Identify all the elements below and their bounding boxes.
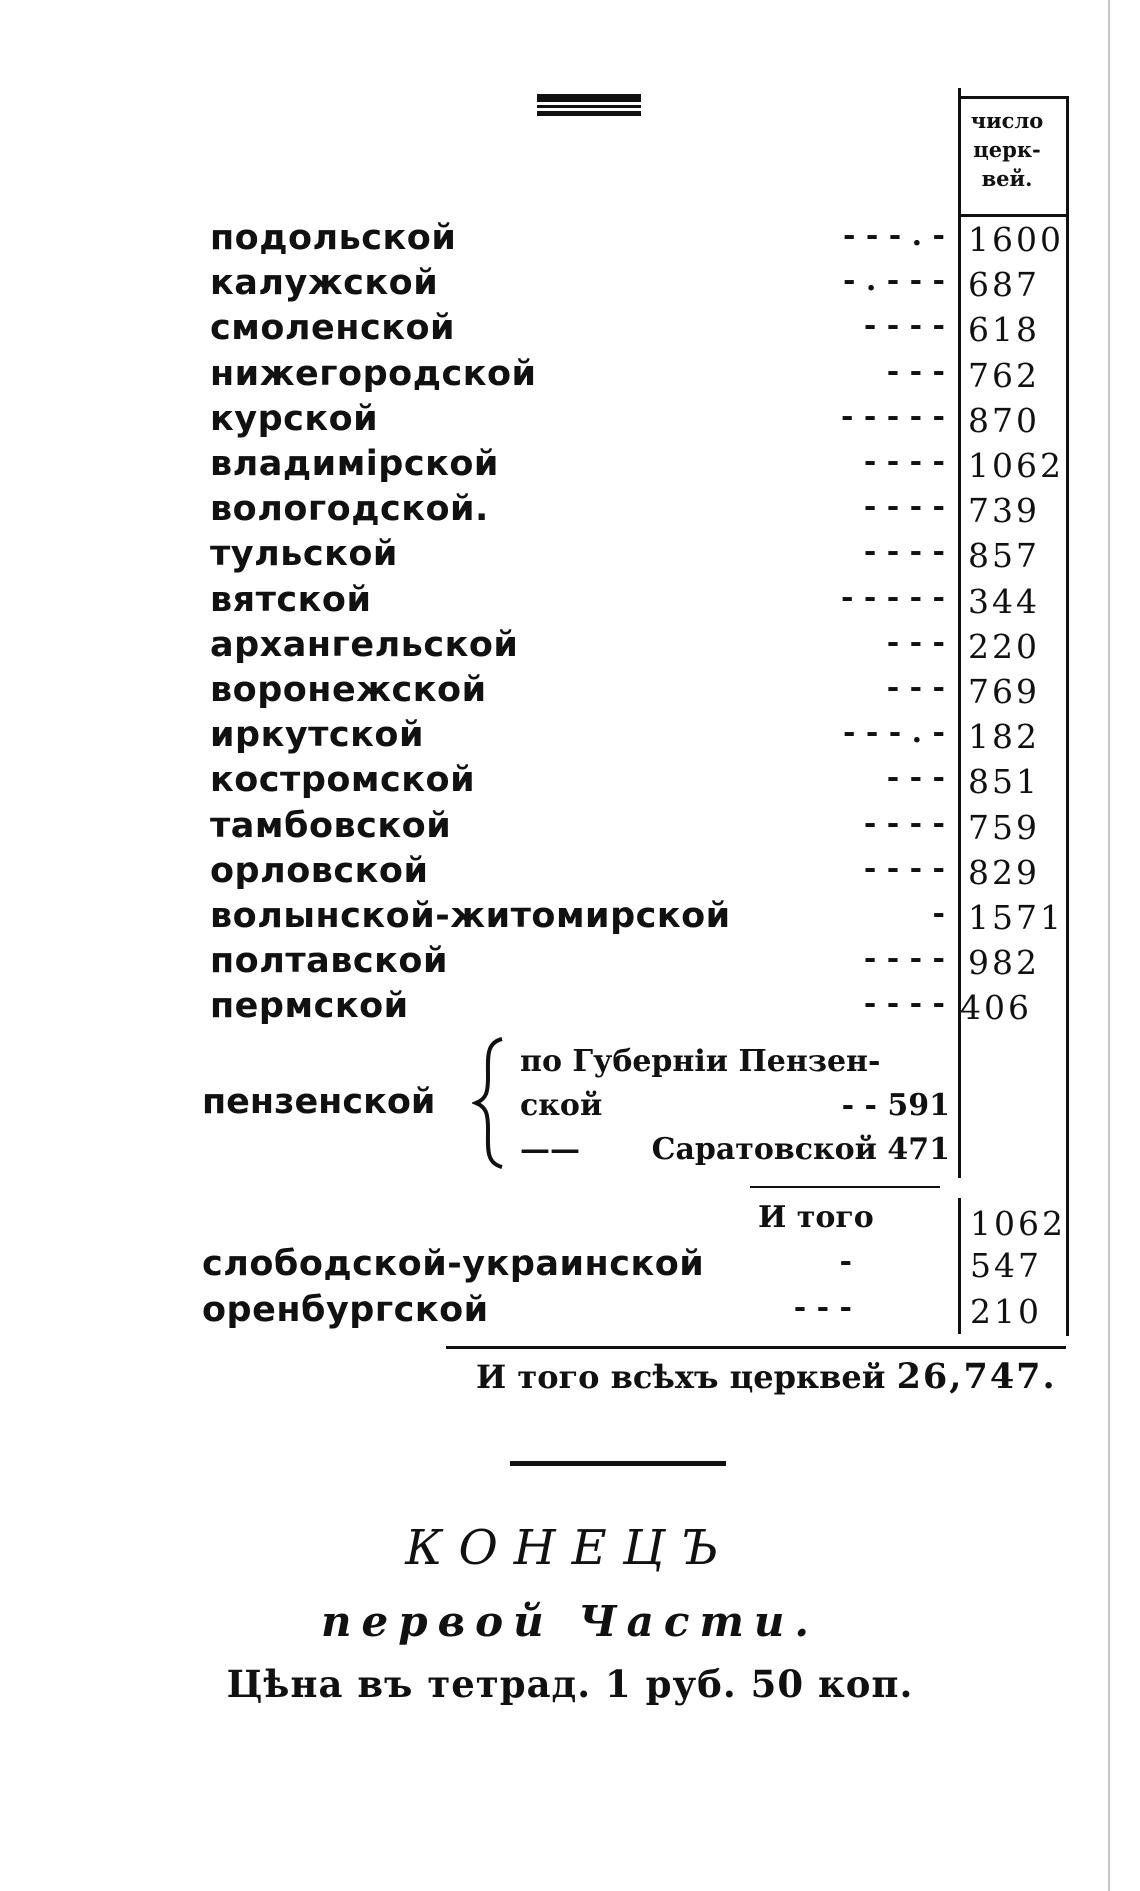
leader-dots: - - - - (863, 308, 945, 343)
province-name: подольской (210, 218, 457, 258)
church-count: 406 (960, 988, 1032, 1027)
province-name: курской (210, 399, 379, 439)
leader-dots: - - - - (863, 806, 945, 841)
table-row (210, 354, 1070, 399)
leader-dots: - - - - (863, 851, 945, 886)
grand-total-value: 26,747. (896, 1356, 1057, 1397)
subtotal-count: 1062 (970, 1204, 1066, 1243)
leader-dots: - (932, 896, 945, 931)
province-name: вологодской. (210, 489, 489, 529)
leader-dots: - - - - - (840, 580, 945, 615)
province-name: владимірской (210, 444, 499, 484)
province-name: архангельской (210, 625, 519, 665)
end-title: КОНЕЦЪ (405, 1520, 735, 1576)
province-name: иркутской (210, 715, 425, 755)
table-row (210, 489, 1070, 534)
table-row (210, 580, 1070, 625)
column-header-line: число (970, 108, 1044, 133)
table-row (210, 263, 1070, 308)
province-name: тамбовской (210, 806, 452, 846)
table-row (210, 534, 1070, 579)
penza-line: ской (520, 1088, 603, 1123)
church-count: 182 (968, 717, 1040, 756)
province-name-penza: пензенской (202, 1082, 436, 1122)
church-count: 769 (968, 672, 1040, 711)
curly-brace (472, 1037, 508, 1169)
part-title: первой Части. (320, 1597, 820, 1646)
church-count: 547 (970, 1246, 1042, 1285)
church-count: 1571 (968, 898, 1064, 937)
leader-dots: - (839, 1244, 852, 1279)
leader-dots: - - - - (863, 444, 945, 479)
province-name: пермской (210, 986, 409, 1026)
leader-dots: - . - - - (842, 263, 945, 298)
table-row (210, 851, 1070, 896)
penza-count: - - 591 (841, 1088, 950, 1123)
column-header (952, 106, 1062, 193)
saratov-count: Саратовской 471 (651, 1132, 950, 1167)
table-row (210, 399, 1070, 444)
church-count: 210 (970, 1292, 1042, 1331)
grand-total-label: И того всѣхъ церквей (476, 1358, 886, 1396)
church-count: 851 (968, 762, 1040, 801)
leader-dots: - - - (886, 625, 945, 660)
table-row (210, 715, 1070, 760)
end-divider (510, 1461, 726, 1466)
province-name: калужской (210, 263, 439, 303)
church-count: 344 (968, 582, 1040, 621)
table-row (202, 1290, 1062, 1335)
penza-line: —— (520, 1132, 580, 1167)
table-row (202, 1244, 1062, 1289)
penza-line: по Губерніи Пензен- (520, 1044, 881, 1079)
subtotal-rule (750, 1186, 940, 1188)
province-name: волынской-житомирской (210, 896, 731, 936)
table-bottom-rule (446, 1346, 1066, 1349)
province-name: оренбургской (202, 1290, 489, 1330)
church-count: 618 (968, 310, 1040, 349)
price-line: Цѣна въ тетрад. 1 руб. 50 коп. (226, 1662, 914, 1706)
table-row (210, 941, 1070, 986)
top-ornament-rule (537, 94, 641, 116)
table-row (210, 760, 1070, 805)
grand-total (476, 1356, 1057, 1397)
province-name: воронежской (210, 670, 487, 710)
leader-dots: - - - . - (842, 715, 945, 750)
column-header-line: вей. (981, 166, 1033, 191)
church-count: 1062 (968, 446, 1064, 485)
subtotal-label: И того (758, 1200, 874, 1235)
church-count: 739 (968, 491, 1040, 530)
church-count: 687 (968, 265, 1040, 304)
table-row (210, 986, 1070, 1031)
church-count: 857 (968, 536, 1040, 575)
leader-dots: - - - - (863, 986, 945, 1021)
leader-dots: - - - - - (840, 399, 945, 434)
leader-dots: - - - (886, 670, 945, 705)
leader-dots: - - - - (863, 534, 945, 569)
province-name: тульской (210, 534, 398, 574)
province-name: вятской (210, 580, 372, 620)
table-row (210, 444, 1070, 489)
column-top-rule (958, 96, 1066, 99)
leader-dots: - - - (886, 354, 945, 389)
column-header-line: церк- (973, 137, 1041, 162)
church-count: 982 (968, 943, 1040, 982)
province-name: полтавской (210, 941, 448, 981)
table-row (210, 625, 1070, 670)
table-row (210, 896, 1070, 941)
province-name: костромской (210, 760, 476, 800)
table-row (210, 670, 1070, 715)
leader-dots: - - - (886, 760, 945, 795)
church-count: 870 (968, 401, 1040, 440)
church-count: 1600 (968, 220, 1064, 259)
church-count: 829 (968, 853, 1040, 892)
province-name: слободской-украинской (202, 1244, 705, 1284)
church-count: 759 (968, 808, 1040, 847)
church-count: 220 (968, 627, 1040, 666)
table-row (210, 806, 1070, 851)
leader-dots: - - - - (863, 941, 945, 976)
leader-dots: - - - . - (842, 218, 945, 253)
leader-dots: - - - (793, 1290, 852, 1325)
column-header-underline (958, 214, 1066, 217)
province-name: смоленской (210, 308, 456, 348)
province-name: орловской (210, 851, 429, 891)
table-row (210, 308, 1070, 353)
province-name: нижегородской (210, 354, 537, 394)
church-count: 762 (968, 356, 1040, 395)
table-row (210, 218, 1070, 263)
leader-dots: - - - - (863, 489, 945, 524)
